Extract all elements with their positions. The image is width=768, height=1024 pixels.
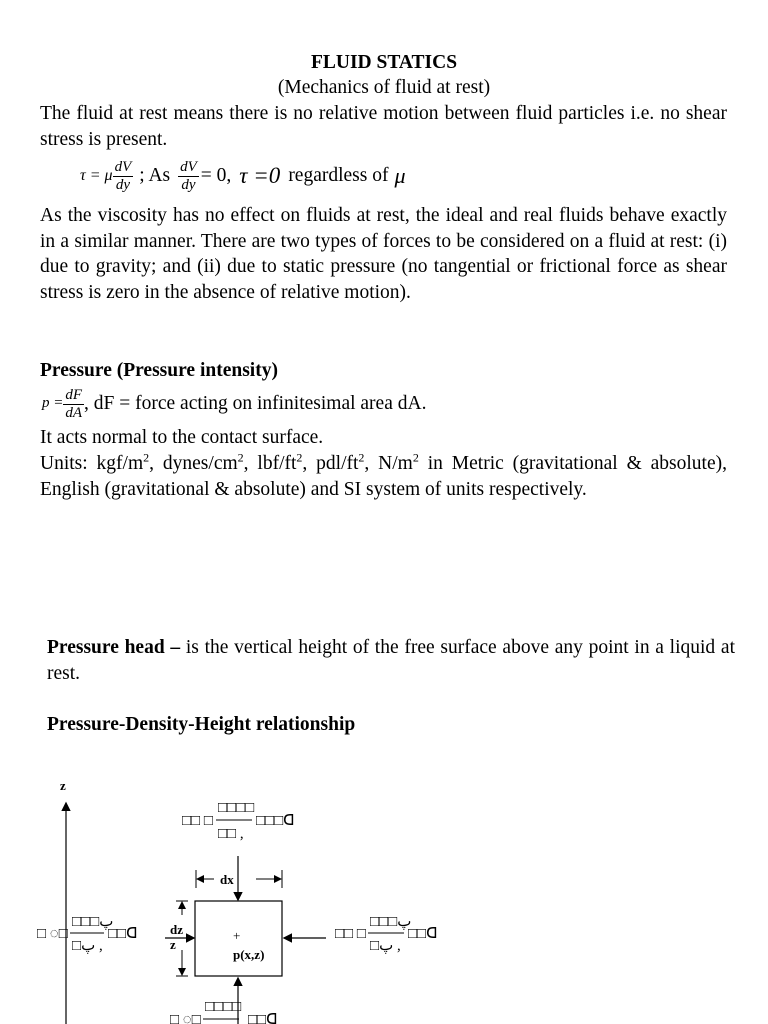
bottom-expr-left: □ ◌□ (170, 1012, 201, 1024)
bottom-pressure-expression (170, 999, 278, 1024)
eq2-text: , dF = force acting on infinitesimal area dA. (84, 393, 427, 415)
eq1-frac2-num: dV (180, 158, 197, 175)
center-point-label: p(x,z) (233, 947, 265, 962)
pressure-equation (42, 384, 426, 424)
eq1-mu: μ (394, 163, 406, 189)
eq1-equals-zero: = 0, (200, 165, 232, 187)
units-lbf: , lbf/ft (243, 453, 297, 474)
units-nm: , N/m (364, 453, 413, 474)
units-sup-1: 2 (143, 450, 150, 465)
left-expr-den: □پ , (72, 938, 103, 954)
eq2-lhs: p = (42, 395, 64, 412)
left-expr-num: □□□پ (72, 914, 114, 930)
left-expr-right: □□ᗡ (108, 926, 138, 942)
eq1-frac2-den: dy (181, 176, 196, 193)
right-pressure-expression (335, 914, 438, 954)
right-expr-num: □□□پ (370, 914, 412, 930)
eq1-lhs: τ = μ (80, 167, 113, 185)
left-expr-left: □ ◌□ (37, 926, 68, 942)
dz-z-label: z (170, 937, 176, 952)
page-subtitle: (Mechanics of fluid at rest) (277, 77, 491, 98)
eq2-den: dA (65, 404, 83, 421)
viscosity-paragraph: As the viscosity has no effect on fluids at rest, the ideal and real fluids behave exactly in a similar manner. There are two types of forces to be considered on a fluid at rest: (i) due to gravity; and (ii) due to static pressure (no tangential or frictional force as shear stress is zero in the absence of relative motion). (40, 205, 727, 303)
units-sup-4: 2 (358, 450, 365, 465)
eq2-num: dF (65, 386, 83, 403)
top-expr-den: □□ , (218, 826, 244, 842)
top-expr-left: □□ □ (182, 813, 213, 829)
page-title: FLUID STATICS (310, 52, 458, 73)
eq1-frac1-num: dV (114, 158, 132, 175)
eq1-fraction-1 (113, 159, 134, 194)
units-rest: in Metric (gravitational & absolute), English (gravitational & absolute) and SI system of units respectively. (40, 453, 727, 500)
normal-text: It acts normal to the contact surface. (40, 427, 324, 448)
eq1-as-text: ; As (139, 165, 171, 187)
eq2-fraction (63, 387, 84, 422)
right-expr-den: □پ , (370, 938, 401, 954)
left-pressure-expression (37, 914, 138, 954)
top-expr-num: □□□□ (218, 800, 255, 816)
units-paragraph (40, 451, 727, 502)
units-prefix: Units: kgf/m (40, 453, 144, 474)
eq1-fraction-2 (178, 159, 199, 194)
bottom-expr-right: □□ᗡ (248, 1012, 278, 1024)
dx-label: dx (220, 872, 234, 887)
eq1-regardless: regardless of (288, 165, 389, 187)
top-expr-right: □□□ᗡ (256, 813, 295, 829)
units-sup-3: 2 (296, 450, 303, 465)
pressure-heading: Pressure (Pressure intensity) (40, 360, 278, 381)
top-pressure-expression (182, 800, 295, 842)
intro-paragraph: The fluid at rest means there is no relative motion between fluid particles i.e. no shear stress is present. (40, 103, 727, 150)
shear-stress-equation (80, 153, 406, 199)
pressure-head-definition: is the vertical height of the free surface above any point in a liquid at rest. (47, 637, 735, 684)
eq1-frac1-den: dy (115, 176, 130, 193)
pressure-head-term: Pressure head – (47, 637, 181, 658)
units-dynes: , dynes/cm (149, 453, 238, 474)
right-expr-right: □□ᗡ (408, 926, 438, 942)
dz-label: dz (170, 922, 183, 937)
pdh-heading: Pressure-Density-Height relationship (47, 714, 356, 735)
fluid-element-diagram (0, 770, 768, 1024)
right-expr-left: □□ □ (335, 926, 366, 942)
pressure-head-paragraph (47, 635, 735, 686)
z-axis-label: z (60, 778, 66, 793)
units-sup-5: 2 (412, 450, 419, 465)
units-sup-2: 2 (237, 450, 244, 465)
bottom-expr-num: □□□□ (205, 999, 242, 1015)
units-pdl: , pdl/ft (302, 453, 359, 474)
center-plus: + (233, 928, 241, 943)
eq1-tau-zero: τ =0 (239, 163, 281, 189)
